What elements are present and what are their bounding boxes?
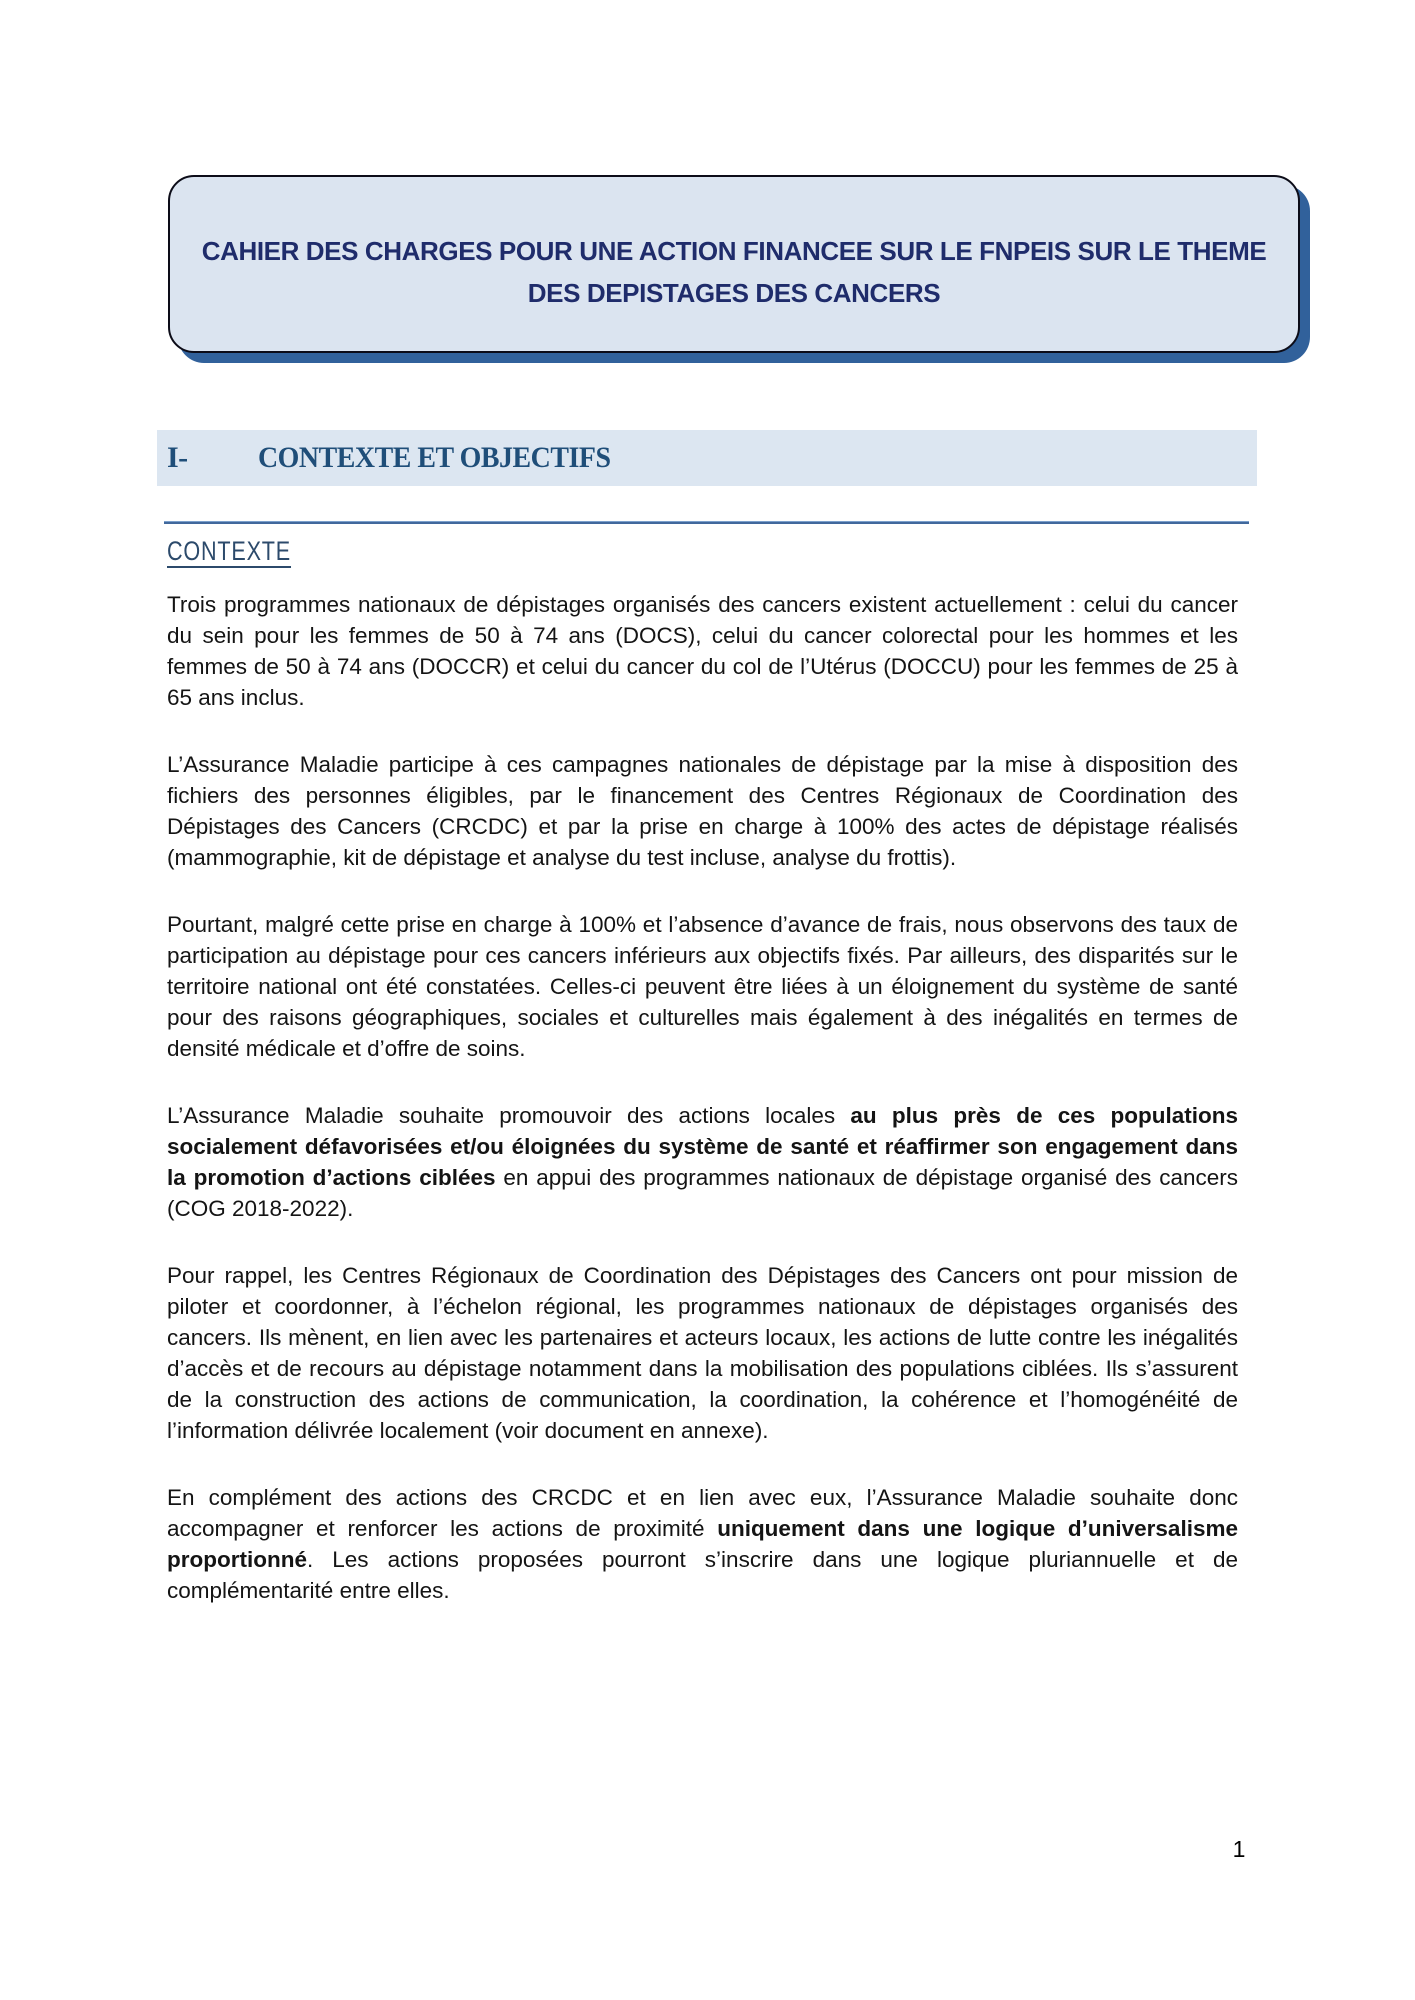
section-heading-label: CONTEXTE ET OBJECTIFS [257, 441, 611, 474]
document-title-box [168, 175, 1300, 353]
document-title-line-1: CAHIER DES CHARGES POUR UNE ACTION FINANCEE SUR LE FNPEIS SUR LE THEME [201, 236, 1267, 266]
document-title-line-2: DES DEPISTAGES DES CANCERS [527, 278, 941, 308]
section-number: I- [167, 441, 188, 474]
text-run: Trois programmes nationaux de dépistages organisés des cancers existent actuellement : celui du cancer du sein pour les femmes de 50 à 74 ans (DOCS), celui du cancer colorectal pour les hommes et les femmes de 50 à 74 ans (DOCCR) et celui du cancer du col de l’Utérus (DOCCU) pour les femmes de 25 à 65 ans inclus. [167, 592, 1238, 710]
text-run: L’Assurance Maladie participe à ces campagnes nationales de dépistage par la mise à disposition des fichiers des personnes éligibles, par le financement des Centres Régionaux de Coordination des Dépistages des Cancers (CRCDC) et par la prise en charge à 100% des actes de dépistage réalisés (mammographie, kit de dépistage et analyse du test incluse, analyse du frottis). [167, 752, 1238, 870]
page-number: 1 [1232, 1836, 1246, 1862]
text-run: L’Assurance Maladie souhaite promouvoir des actions locales [167, 1103, 851, 1128]
text-run: En complément des actions des CRCDC et en lien avec eux, l’Assurance Maladie souhaite donc accompagner et renforcer les actions de proximité [167, 1485, 1238, 1541]
bold-text-run: uniquement dans une logique d’universalisme proportionné [167, 1516, 1238, 1572]
paragraph [167, 909, 1238, 1064]
subheading-contexte: CONTEXTE [167, 536, 292, 566]
paragraph [167, 749, 1238, 873]
paragraph [167, 1260, 1238, 1446]
text-run: . Les actions proposées pourront s’inscrire dans une logique pluriannuelle et de complémentarité entre elles. [167, 1547, 1238, 1603]
paragraph [167, 1482, 1238, 1606]
section-heading-band [157, 430, 1257, 486]
bold-text-run: au plus près de ces populations socialement défavorisées et/ou éloignées du système de santé et réaffirmer son engagement dans la promotion d’actions ciblées [167, 1103, 1238, 1190]
text-run: Pourtant, malgré cette prise en charge à 100% et l’absence d’avance de frais, nous observons des taux de participation au dépistage pour ces cancers inférieurs aux objectifs fixés. Par ailleurs, des disparités sur le territoire national ont été constatées. Celles-ci peuvent être liées à un éloignement du système de santé pour des raisons géographiques, sociales et culturelles mais également à des inégalités en termes de densité médicale et d’offre de soins. [167, 912, 1238, 1061]
paragraph [167, 589, 1238, 713]
text-run: Pour rappel, les Centres Régionaux de Coordination des Dépistages des Cancers ont pour mission de piloter et coordonner, à l’échelon régional, les programmes nationaux de dépistages organisés des cancers. Ils mènent, en lien avec les partenaires et acteurs locaux, les actions de lutte contre les inégalités d’accès et de recours au dépistage notamment dans la mobilisation des populations ciblées. Ils s’assurent de la construction des actions de communication, la coordination, la cohérence et l’homogénéité de l’information délivrée localement (voir document en annexe). [167, 1263, 1238, 1443]
horizontal-divider [164, 521, 1249, 524]
text-run: en appui des programmes nationaux de dépistage organisé des cancers (COG 2018-2022). [167, 1165, 1239, 1221]
body-text [167, 589, 1238, 1606]
paragraph [167, 1100, 1238, 1224]
